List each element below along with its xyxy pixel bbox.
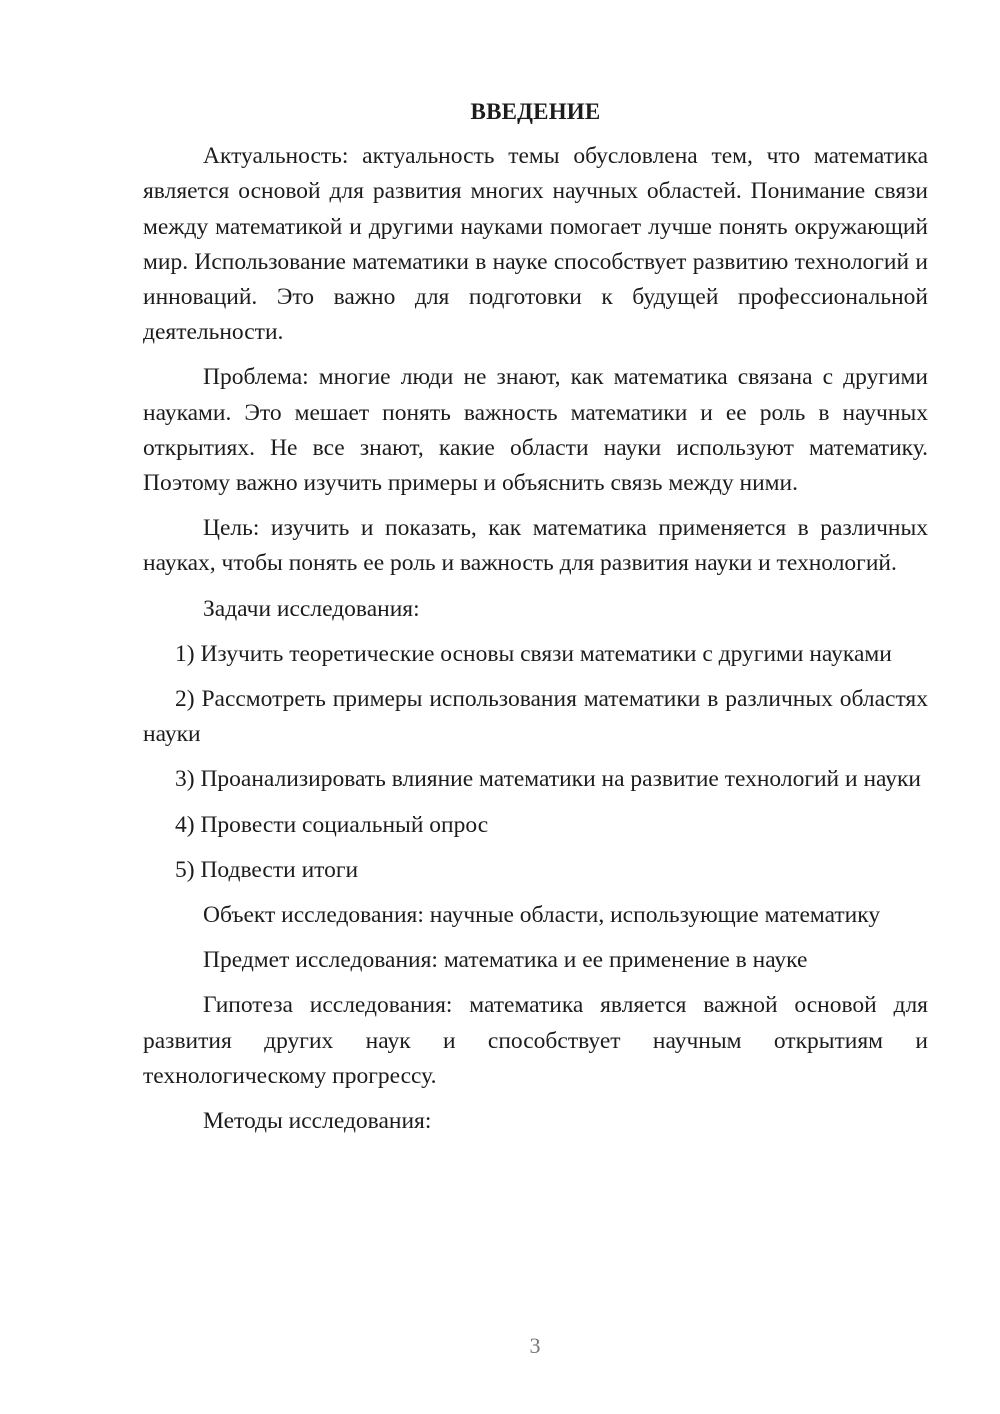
document-page <box>143 94 928 1149</box>
methods-heading: Методы исследования: <box>203 1108 432 1135</box>
page-title: ВВЕДЕНИЕ <box>470 99 601 124</box>
task-item-2: 2) Рассмотреть примеры использования математики в различных областях науки <box>143 686 928 748</box>
tasks-heading: Задачи исследования: <box>203 595 420 622</box>
task-item-5: 5) Подвести итоги <box>175 856 359 883</box>
task-item-1: 1) Изучить теоретические основы связи математики с другими науками <box>175 640 892 667</box>
relevance-paragraph: Актуальность: актуальность темы обусловлена тем, что математика является основой для развития многих научных областей. Понимание связи между математикой и другими науками помогает лучше понять окружающий мир. Использование математики в науке способствует развитию технологий и инноваций. Это важно для подготовки к будущей профессиональной деятельности. <box>143 143 928 346</box>
task-item-4: 4) Провести социальный опрос <box>175 811 489 838</box>
hypothesis-paragraph: Гипотеза исследования: математика является важной основой для развития других наук и способствует научным открытиям и технологическому прогрессу. <box>143 992 928 1089</box>
subject-paragraph: Предмет исследования: математика и ее применение в науке <box>203 947 808 974</box>
object-paragraph: Объект исследования: научные области, использующие математику <box>203 902 881 929</box>
problem-paragraph: Проблема: многие люди не знают, как математика связана с другими науками. Это мешает понять важность математики и ее роль в научных открытиях. Не все знают, какие области науки используют математику. Поэтому важно изучить примеры и объяснить связь между ними. <box>143 364 928 497</box>
task-item-3: 3) Проанализировать влияние математики на развитие технологий и науки <box>175 766 922 793</box>
goal-paragraph: Цель: изучить и показать, как математика применяется в различных науках, чтобы понять ее роль и важность для развития науки и технологий. <box>143 515 928 577</box>
page-number: 3 <box>529 1333 541 1358</box>
